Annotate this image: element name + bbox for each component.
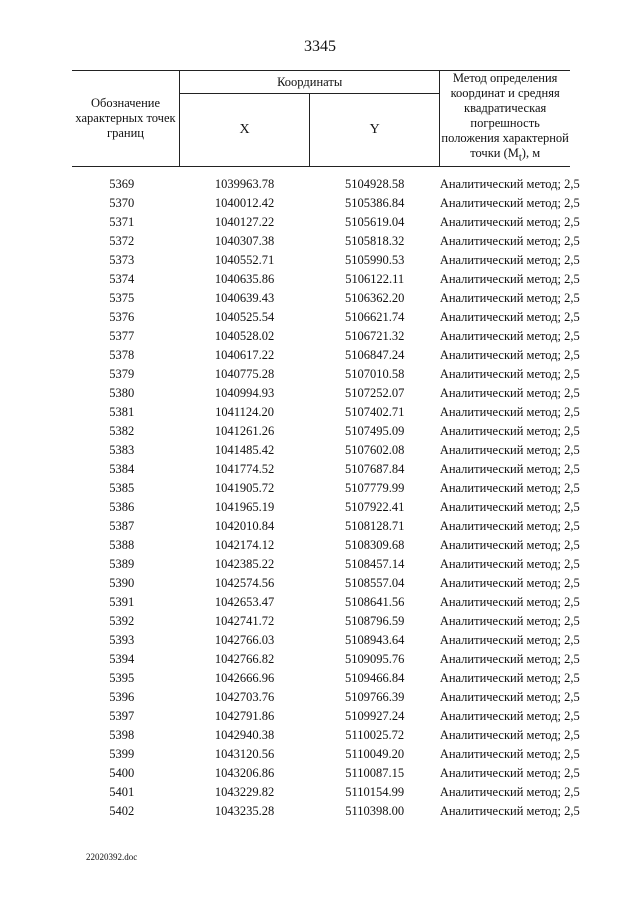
point-cell: 5369 bbox=[109, 176, 135, 191]
point-cell: 5380 bbox=[109, 385, 135, 400]
point-cell: 5373 bbox=[109, 252, 135, 267]
table-row bbox=[72, 479, 570, 498]
point-cell: 5400 bbox=[109, 765, 135, 780]
x-cell: 1040525.54 bbox=[214, 309, 275, 324]
y-cell: 5108128.71 bbox=[345, 518, 405, 533]
x-cell: 1040639.43 bbox=[214, 290, 275, 305]
x-cell: 1040307.38 bbox=[214, 233, 275, 248]
x-cell: 1042574.56 bbox=[214, 575, 275, 590]
y-cell: 5107402.71 bbox=[345, 404, 405, 419]
table-row bbox=[72, 745, 570, 764]
point-cell: 5383 bbox=[109, 442, 135, 457]
table-row bbox=[72, 213, 570, 232]
y-cell: 5110154.99 bbox=[345, 784, 405, 799]
point-cell: 5381 bbox=[109, 404, 135, 419]
method-cell: Аналитический метод; 2,5 bbox=[439, 727, 580, 742]
y-cell: 5110049.20 bbox=[345, 746, 405, 761]
method-cell: Аналитический метод; 2,5 bbox=[439, 556, 580, 571]
table-row bbox=[72, 346, 570, 365]
y-cell: 5108557.04 bbox=[345, 575, 405, 590]
point-cell: 5398 bbox=[109, 727, 135, 742]
point-cell: 5386 bbox=[109, 499, 135, 514]
x-cell: 1040775.28 bbox=[214, 366, 275, 381]
table-row bbox=[72, 612, 570, 631]
y-cell: 5110087.15 bbox=[345, 765, 405, 780]
x-cell: 1039963.78 bbox=[214, 176, 275, 191]
y-cell: 5106721.32 bbox=[345, 328, 405, 343]
header-y: Y bbox=[310, 94, 440, 166]
table-row bbox=[72, 232, 570, 251]
x-cell: 1040012.42 bbox=[214, 195, 275, 210]
method-cell: Аналитический метод; 2,5 bbox=[439, 632, 580, 647]
table-row bbox=[72, 422, 570, 441]
table-row bbox=[72, 270, 570, 289]
x-cell: 1042010.84 bbox=[214, 518, 275, 533]
x-cell: 1042766.03 bbox=[214, 632, 275, 647]
point-cell: 5389 bbox=[109, 556, 135, 571]
table-row bbox=[72, 726, 570, 745]
point-cell: 5371 bbox=[109, 214, 135, 229]
method-cell: Аналитический метод; 2,5 bbox=[439, 670, 580, 685]
x-cell: 1040552.71 bbox=[214, 252, 275, 267]
point-cell: 5399 bbox=[109, 746, 135, 761]
point-cell: 5392 bbox=[109, 613, 135, 628]
table-row bbox=[72, 441, 570, 460]
y-cell: 5104928.58 bbox=[345, 176, 405, 191]
point-cell: 5390 bbox=[109, 575, 135, 590]
table-row bbox=[72, 574, 570, 593]
x-cell: 1041485.42 bbox=[214, 442, 275, 457]
y-cell: 5108457.14 bbox=[345, 556, 405, 571]
x-cell: 1042940.38 bbox=[214, 727, 275, 742]
method-cell: Аналитический метод; 2,5 bbox=[439, 423, 580, 438]
point-cell: 5393 bbox=[109, 632, 135, 647]
x-cell: 1042385.22 bbox=[214, 556, 275, 571]
x-cell: 1042703.76 bbox=[214, 689, 275, 704]
header-method bbox=[440, 71, 570, 167]
method-cell: Аналитический метод; 2,5 bbox=[439, 537, 580, 552]
point-cell: 5387 bbox=[109, 518, 135, 533]
table-row bbox=[72, 517, 570, 536]
table-row bbox=[72, 555, 570, 574]
table-row bbox=[72, 707, 570, 726]
y-cell: 5107495.09 bbox=[345, 423, 405, 438]
table-row bbox=[72, 460, 570, 479]
x-cell: 1040617.22 bbox=[214, 347, 275, 362]
x-cell: 1043229.82 bbox=[214, 784, 275, 799]
method-cell: Аналитический метод; 2,5 bbox=[439, 575, 580, 590]
x-cell: 1040994.93 bbox=[214, 385, 275, 400]
method-cell: Аналитический метод; 2,5 bbox=[439, 746, 580, 761]
y-cell: 5110398.00 bbox=[345, 803, 405, 818]
y-cell: 5107779.99 bbox=[345, 480, 405, 495]
footer-document-reference: 22020392.doc bbox=[86, 852, 138, 862]
point-cell: 5382 bbox=[109, 423, 135, 438]
y-cell: 5106362.20 bbox=[345, 290, 405, 305]
header-method-suffix: ), м bbox=[521, 146, 541, 160]
method-cell: Аналитический метод; 2,5 bbox=[439, 480, 580, 495]
table-row bbox=[72, 650, 570, 669]
x-cell: 1041261.26 bbox=[214, 423, 275, 438]
coordinates-table-container bbox=[72, 70, 580, 821]
table-row bbox=[72, 688, 570, 707]
x-cell: 1040127.22 bbox=[214, 214, 275, 229]
method-cell: Аналитический метод; 2,5 bbox=[439, 784, 580, 799]
x-cell: 1042741.72 bbox=[214, 613, 275, 628]
page-number: 3345 bbox=[304, 38, 336, 55]
x-cell: 1042791.86 bbox=[214, 708, 275, 723]
point-cell: 5384 bbox=[109, 461, 135, 476]
y-cell: 5107922.41 bbox=[345, 499, 405, 514]
point-cell: 5397 bbox=[109, 708, 135, 723]
method-cell: Аналитический метод; 2,5 bbox=[439, 214, 580, 229]
table-row bbox=[72, 669, 570, 688]
table-row bbox=[72, 764, 570, 783]
x-cell: 1040528.02 bbox=[214, 328, 275, 343]
y-cell: 5108943.64 bbox=[345, 632, 405, 647]
table-row bbox=[72, 802, 570, 821]
x-cell: 1043206.86 bbox=[214, 765, 275, 780]
table-body bbox=[72, 166, 580, 821]
x-cell: 1042766.82 bbox=[214, 651, 275, 666]
point-cell: 5402 bbox=[109, 803, 135, 818]
y-cell: 5109927.24 bbox=[345, 708, 405, 723]
point-cell: 5377 bbox=[109, 328, 135, 343]
method-cell: Аналитический метод; 2,5 bbox=[439, 309, 580, 324]
header-x: X bbox=[180, 94, 310, 166]
method-cell: Аналитический метод; 2,5 bbox=[439, 765, 580, 780]
table-row bbox=[72, 783, 570, 802]
method-cell: Аналитический метод; 2,5 bbox=[439, 233, 580, 248]
point-cell: 5391 bbox=[109, 594, 135, 609]
method-cell: Аналитический метод; 2,5 bbox=[439, 271, 580, 286]
y-cell: 5105818.32 bbox=[345, 233, 405, 248]
header-coordinates: Координаты bbox=[180, 71, 440, 94]
method-cell: Аналитический метод; 2,5 bbox=[439, 613, 580, 628]
table-row bbox=[72, 308, 570, 327]
x-cell: 1041774.52 bbox=[214, 461, 275, 476]
method-cell: Аналитический метод; 2,5 bbox=[439, 442, 580, 457]
point-cell: 5379 bbox=[109, 366, 135, 381]
x-cell: 1041905.72 bbox=[214, 480, 275, 495]
point-cell: 5374 bbox=[109, 271, 135, 286]
y-cell: 5107602.08 bbox=[345, 442, 405, 457]
method-cell: Аналитический метод; 2,5 bbox=[439, 195, 580, 210]
method-cell: Аналитический метод; 2,5 bbox=[439, 518, 580, 533]
header-point-designation: Обозначение характерных точек границ bbox=[72, 71, 180, 167]
table-row bbox=[72, 194, 570, 213]
y-cell: 5107252.07 bbox=[345, 385, 405, 400]
method-cell: Аналитический метод; 2,5 bbox=[439, 366, 580, 381]
table-row bbox=[72, 384, 570, 403]
method-cell: Аналитический метод; 2,5 bbox=[439, 347, 580, 362]
table-row bbox=[72, 403, 570, 422]
table-row bbox=[72, 498, 570, 517]
point-cell: 5388 bbox=[109, 537, 135, 552]
header-row-top bbox=[72, 71, 570, 94]
method-cell: Аналитический метод; 2,5 bbox=[439, 290, 580, 305]
method-cell: Аналитический метод; 2,5 bbox=[439, 594, 580, 609]
header-method-subscript: t bbox=[518, 152, 522, 164]
method-cell: Аналитический метод; 2,5 bbox=[439, 803, 580, 818]
point-cell: 5396 bbox=[109, 689, 135, 704]
point-cell: 5376 bbox=[109, 309, 135, 324]
y-cell: 5106621.74 bbox=[345, 309, 405, 324]
y-cell: 5106122.11 bbox=[345, 271, 405, 286]
point-cell: 5378 bbox=[109, 347, 135, 362]
method-cell: Аналитический метод; 2,5 bbox=[439, 651, 580, 666]
method-cell: Аналитический метод; 2,5 bbox=[439, 499, 580, 514]
y-cell: 5108796.59 bbox=[345, 613, 405, 628]
table-row bbox=[72, 289, 570, 308]
method-cell: Аналитический метод; 2,5 bbox=[439, 328, 580, 343]
table-row bbox=[72, 166, 570, 194]
point-cell: 5394 bbox=[109, 651, 135, 666]
coordinates-table bbox=[72, 70, 580, 821]
y-cell: 5109095.76 bbox=[345, 651, 405, 666]
point-cell: 5395 bbox=[109, 670, 135, 685]
y-cell: 5107010.58 bbox=[345, 366, 405, 381]
method-cell: Аналитический метод; 2,5 bbox=[439, 385, 580, 400]
method-cell: Аналитический метод; 2,5 bbox=[439, 404, 580, 419]
y-cell: 5107687.84 bbox=[345, 461, 405, 476]
table-row bbox=[72, 593, 570, 612]
method-cell: Аналитический метод; 2,5 bbox=[439, 689, 580, 704]
table-row bbox=[72, 251, 570, 270]
y-cell: 5105386.84 bbox=[345, 195, 405, 210]
point-cell: 5370 bbox=[109, 195, 135, 210]
method-cell: Аналитический метод; 2,5 bbox=[439, 176, 580, 191]
table-row bbox=[72, 327, 570, 346]
method-cell: Аналитический метод; 2,5 bbox=[439, 252, 580, 267]
y-cell: 5106847.24 bbox=[345, 347, 405, 362]
table-header bbox=[72, 71, 570, 167]
header-method-text: Метод определения координат и средняя квадратическая погрешность положения характерной точки (M bbox=[441, 71, 569, 160]
x-cell: 1042666.96 bbox=[214, 670, 275, 685]
table-row bbox=[72, 631, 570, 650]
x-cell: 1043235.28 bbox=[214, 803, 275, 818]
x-cell: 1043120.56 bbox=[214, 746, 275, 761]
y-cell: 5110025.72 bbox=[345, 727, 405, 742]
y-cell: 5105990.53 bbox=[345, 252, 405, 267]
x-cell: 1041965.19 bbox=[214, 499, 275, 514]
y-cell: 5108641.56 bbox=[345, 594, 405, 609]
y-cell: 5109466.84 bbox=[345, 670, 405, 685]
y-cell: 5108309.68 bbox=[345, 537, 405, 552]
point-cell: 5385 bbox=[109, 480, 135, 495]
table-row bbox=[72, 536, 570, 555]
x-cell: 1042174.12 bbox=[214, 537, 275, 552]
x-cell: 1040635.86 bbox=[214, 271, 275, 286]
point-cell: 5401 bbox=[109, 784, 135, 799]
y-cell: 5105619.04 bbox=[345, 214, 405, 229]
table-row bbox=[72, 365, 570, 384]
point-cell: 5372 bbox=[109, 233, 135, 248]
point-cell: 5375 bbox=[109, 290, 135, 305]
x-cell: 1042653.47 bbox=[214, 594, 275, 609]
x-cell: 1041124.20 bbox=[215, 404, 275, 419]
method-cell: Аналитический метод; 2,5 bbox=[439, 461, 580, 476]
y-cell: 5109766.39 bbox=[345, 689, 405, 704]
method-cell: Аналитический метод; 2,5 bbox=[439, 708, 580, 723]
